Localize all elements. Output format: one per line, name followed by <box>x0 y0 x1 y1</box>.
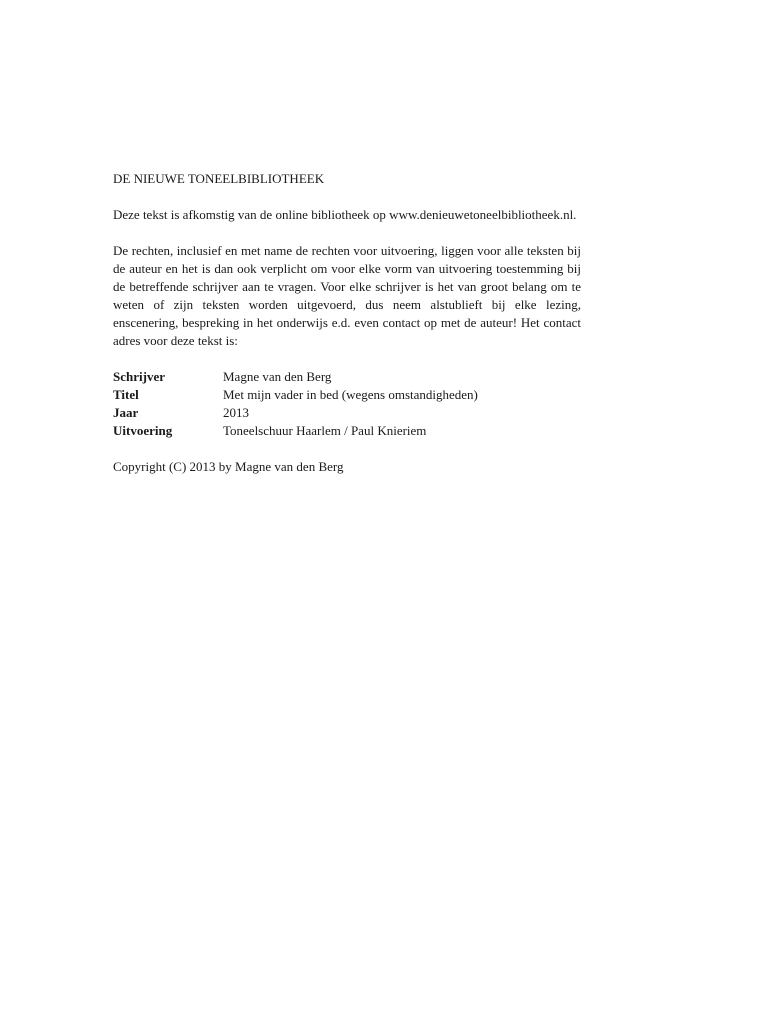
metadata-value: Met mijn vader in bed (wegens omstandigheden) <box>223 387 478 402</box>
metadata-row-titel <box>113 386 581 404</box>
copyright-line: Copyright (C) 2013 by Magne van den Berg <box>113 459 344 474</box>
metadata-key: Titel <box>113 387 139 402</box>
metadata-table <box>113 368 581 440</box>
document-content <box>113 170 581 476</box>
metadata-row-schrijver <box>113 368 581 386</box>
metadata-key: Schrijver <box>113 369 165 384</box>
source-paragraph: Deze tekst is afkomstig van de online bibliotheek op www.denieuwetoneelbibliotheek.nl. <box>113 207 577 222</box>
metadata-row-jaar <box>113 404 581 422</box>
metadata-value: Magne van den Berg <box>223 369 332 384</box>
metadata-key: Uitvoering <box>113 423 173 438</box>
metadata-value: 2013 <box>223 405 249 420</box>
metadata-key: Jaar <box>113 405 139 420</box>
rights-paragraph: De rechten, inclusief en met name de rechten voor uitvoering, liggen voor alle teksten bij de auteur en het is dan ook verplicht om voor elke vorm van uitvoering toestemming bij de betreffende schrijver aan te vragen. Voor elke schrijver is het van groot belang om te weten of zijn teksten worden uitgevoerd, dus neem alstublieft bij elke lezing, enscenering, bespreking in het onderwijs e.d. even contact op met de auteur! Het contact adres voor deze tekst is: <box>113 243 581 348</box>
metadata-value: Toneelschuur Haarlem / Paul Knieriem <box>223 423 427 438</box>
document-heading: DE NIEUWE TONEELBIBLIOTHEEK <box>113 171 325 186</box>
metadata-row-uitvoering <box>113 422 581 440</box>
